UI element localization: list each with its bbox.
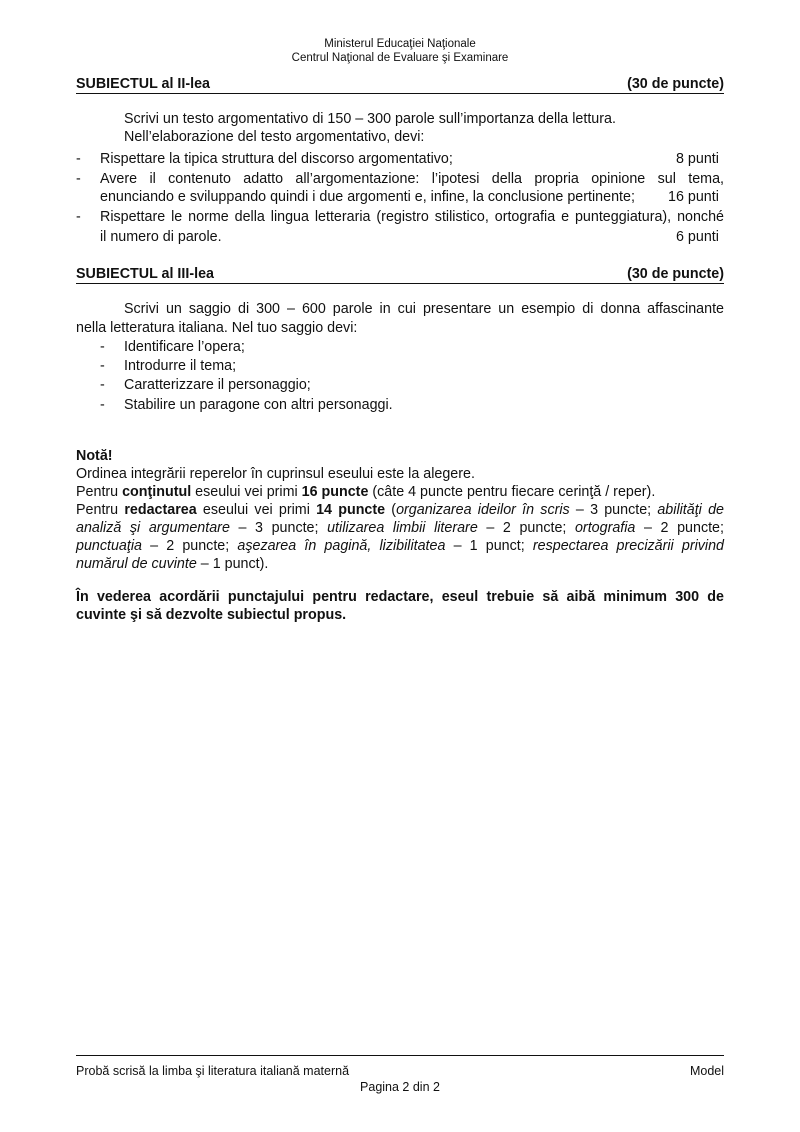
note-bold-text: conţinutul xyxy=(122,484,192,500)
header-center: Centrul Naţional de Evaluare şi Examinare xyxy=(291,52,509,64)
task-item: Introdurre il tema; xyxy=(124,358,237,374)
list-dash: - xyxy=(76,151,81,167)
criterion-3-line1: Rispettare le norme della lingua letteraria (registro stilistico, ortografia e punteggiatura), nonché xyxy=(100,209,724,225)
criterion-1-text: Rispettare la tipica struttura del discorso argomentativo; xyxy=(100,151,453,167)
criterion-2-line2: enunciando e sviluppando quindi i due argomenti e, infine, la conclusione pertinente; xyxy=(100,189,635,205)
note-requirement-line1: În vederea acordării punctajului pentru redactare, eseul trebuie să aibă minimum 300 de xyxy=(76,589,724,605)
note-text: Pentru xyxy=(76,502,125,518)
note-italic-text: respectarea precizării privind xyxy=(532,538,725,554)
section3-underline xyxy=(76,283,724,284)
note-title: Notă! xyxy=(76,448,113,464)
note-bold-text: 16 puncte xyxy=(301,484,369,500)
footer-model: Model xyxy=(689,1064,724,1078)
note-line-editing-1 xyxy=(76,502,724,519)
section3-points: (30 de puncte) xyxy=(627,266,724,282)
note-text: ( xyxy=(385,502,397,518)
list-dash: - xyxy=(76,171,81,187)
criterion-3-points: 6 punti xyxy=(676,229,719,245)
note-requirement-line2: cuvinte şi să dezvolte subiectul propus. xyxy=(76,607,347,623)
note-line-content xyxy=(76,484,724,501)
note-text: – 3 puncte; xyxy=(229,520,328,536)
note-italic-text: analiză şi argumentare xyxy=(76,520,230,536)
note-text: eseului vei primi xyxy=(191,484,302,500)
note-text: eseului vei primi xyxy=(196,502,317,518)
note-italic-text: ortografia xyxy=(574,520,636,536)
note-text: – 1 punct). xyxy=(196,556,269,572)
criterion-3-line2: il numero di parole. xyxy=(100,229,222,245)
list-dash: - xyxy=(76,209,81,225)
list-dash: - xyxy=(100,339,105,355)
header-ministry: Ministerul Educaţiei Naţionale xyxy=(324,38,476,50)
note-italic-text: aşezarea în pagină, lizibilitatea xyxy=(237,538,446,554)
criterion-1-points: 8 punti xyxy=(676,151,719,167)
criterion-2-points: 16 punti xyxy=(668,189,719,205)
note-text: – 2 puncte; xyxy=(477,520,575,536)
list-dash: - xyxy=(100,358,105,374)
note-line-editing-3 xyxy=(76,538,724,555)
task-item: Caratterizzare il personaggio; xyxy=(124,377,311,393)
footer-page-number: Pagina 2 din 2 xyxy=(360,1080,440,1094)
section3-intro-line1: Scrivi un saggio di 300 – 600 parole in cui presentare un esempio di donna affascinante xyxy=(124,301,724,317)
list-dash: - xyxy=(100,397,105,413)
note-text: Pentru xyxy=(76,484,123,500)
section3-intro-line2: nella letteratura italiana. Nel tuo saggio devi: xyxy=(76,320,358,336)
note-italic-text: utilizarea limbii literare xyxy=(327,520,478,536)
section2-title: SUBIECTUL al II-lea xyxy=(76,76,210,92)
criterion-2-line1: Avere il contenuto adatto all’argomentazione: l’ipotesi della propria opinione sul tema, xyxy=(100,171,724,187)
task-item: Identificare l’opera; xyxy=(124,339,245,355)
note-italic-text: numărul de cuvinte xyxy=(76,556,197,572)
section2-intro: Scrivi un testo argomentativo di 150 – 300 parole sull’importanza della lettura. xyxy=(124,111,616,127)
section2-heading xyxy=(76,76,724,93)
note-text: – 2 puncte; xyxy=(635,520,724,536)
note-line-1: Ordinea integrării reperelor în cuprinsul eseului este la alegere. xyxy=(76,466,475,482)
list-dash: - xyxy=(100,377,105,393)
note-bold-text: redactarea xyxy=(124,502,197,518)
section2-intro2: Nell’elaborazione del testo argomentativo, devi: xyxy=(124,129,425,145)
note-italic-text: abilităţi de xyxy=(657,502,724,518)
note-text: (câte 4 puncte pentru fiecare cerinţă / reper). xyxy=(368,484,656,500)
note-text: – 1 punct; xyxy=(445,538,533,554)
footer-exam-name: Probă scrisă la limba şi literatura italiană maternă xyxy=(76,1064,350,1078)
task-item: Stabilire un paragone con altri personaggi. xyxy=(124,397,393,413)
footer-rule xyxy=(76,1055,724,1056)
section2-underline xyxy=(76,93,724,94)
note-text: – 3 puncte; xyxy=(569,502,658,518)
note-italic-text: punctuaţia xyxy=(76,538,142,554)
section3-title: SUBIECTUL al III-lea xyxy=(76,266,214,282)
note-italic-text: organizarea ideilor în scris xyxy=(396,502,570,518)
note-bold-text: 14 puncte xyxy=(316,502,386,518)
note-line-editing-2 xyxy=(76,520,724,537)
section2-points: (30 de puncte) xyxy=(627,76,724,92)
note-text: – 2 puncte; xyxy=(141,538,238,554)
note-line-editing-4 xyxy=(76,556,724,573)
section3-heading xyxy=(76,266,724,283)
